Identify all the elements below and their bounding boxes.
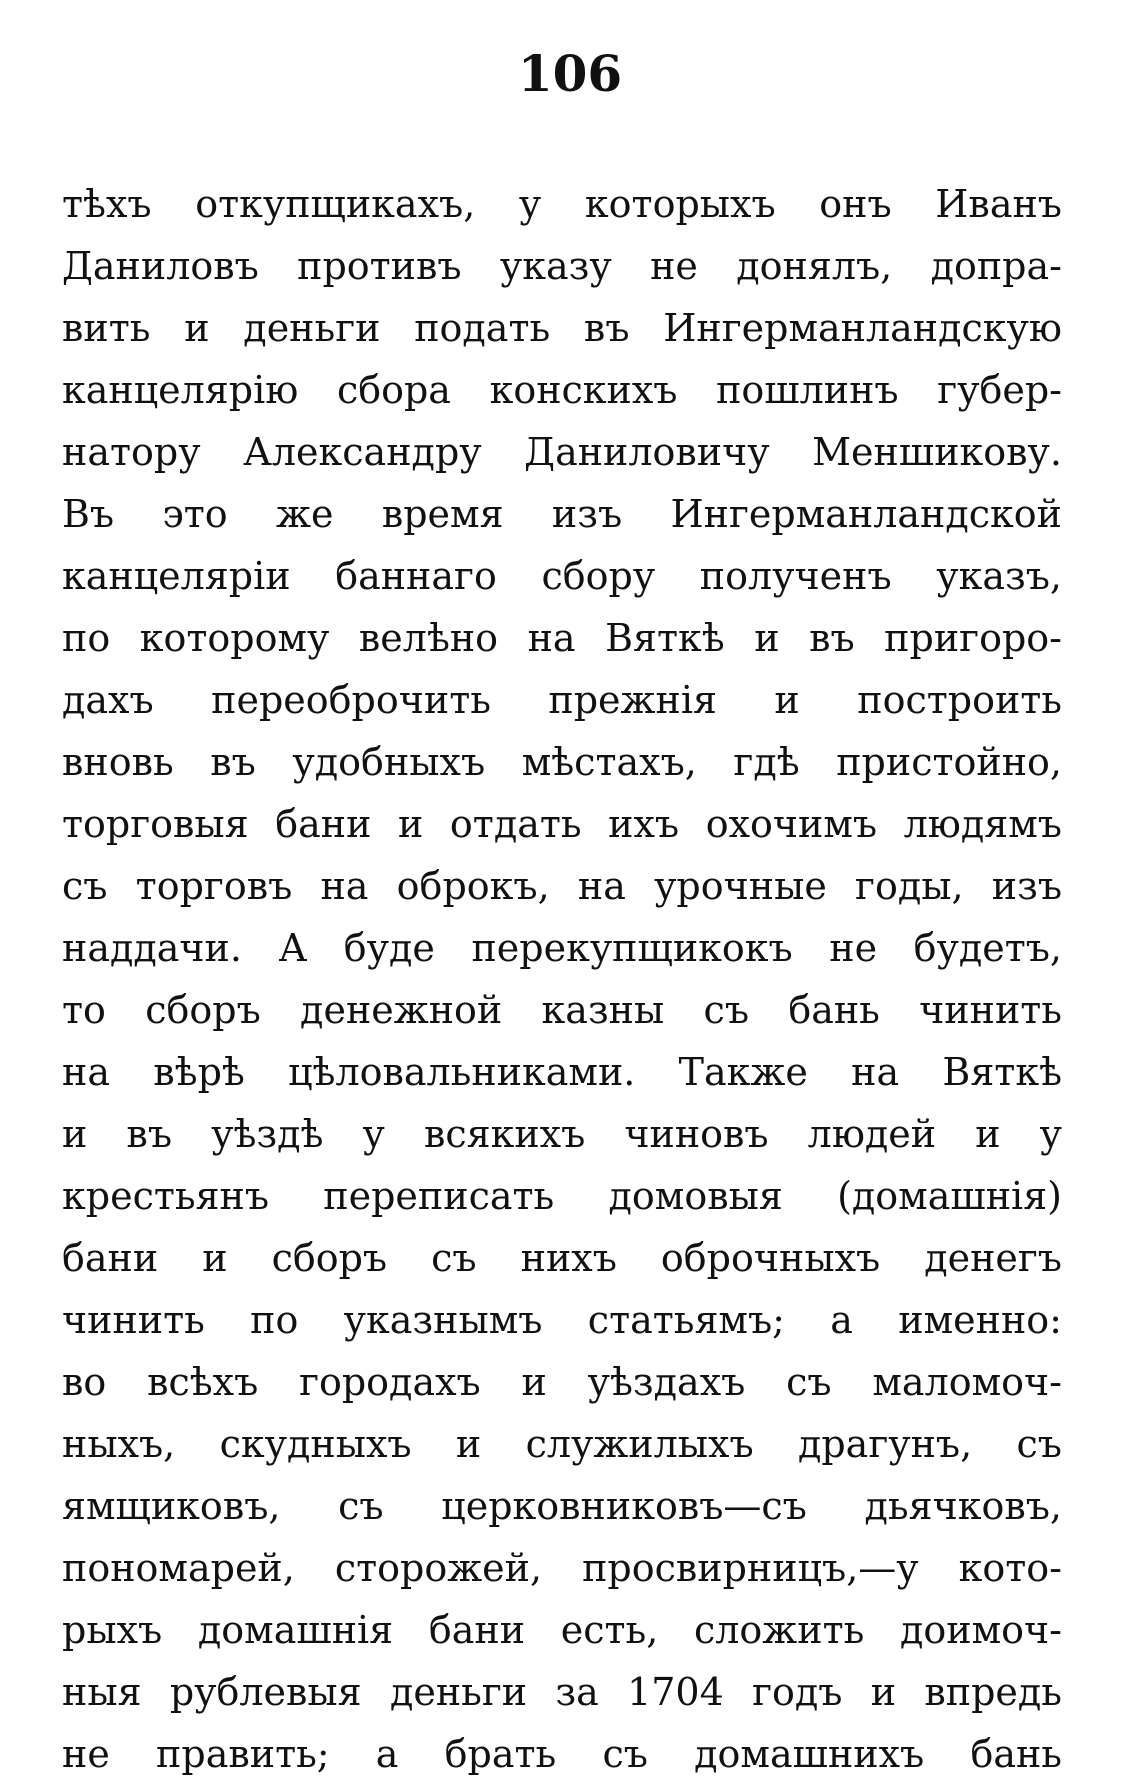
text-line: канцелярію сбора конскихъ пошлинъ губер- — [62, 368, 1062, 412]
text-line: натору Александру Даниловичу Меншикову. — [62, 430, 1062, 474]
text-line: канцеляріи баннаго сбору полученъ указъ, — [62, 554, 1062, 598]
text-line: крестьянъ переписать домовыя (домашнія) — [62, 1174, 1062, 1218]
text-line: на вѣрѣ цѣловальниками. Также на Вяткѣ — [62, 1050, 1062, 1094]
text-line: то сборъ денежной казны съ бань чинить — [62, 988, 1062, 1032]
text-line: во всѣхъ городахъ и уѣздахъ съ маломоч- — [62, 1360, 1062, 1404]
text-line: чинить по указнымъ статьямъ; а именно: — [62, 1298, 1062, 1342]
text-line: Въ это же время изъ Ингерманландской — [62, 492, 1062, 536]
text-line: и въ уѣздѣ у всякихъ чиновъ людей и у — [62, 1112, 1062, 1156]
text-line: дахъ переоброчить прежнія и построить — [62, 678, 1062, 722]
body-text — [62, 173, 1062, 1785]
text-line: рыхъ домашнія бани есть, сложить доимоч- — [62, 1608, 1062, 1652]
text-line: тѣхъ откупщикахъ, у которыхъ онъ Иванъ — [62, 182, 1062, 226]
text-line: бани и сборъ съ нихъ оброчныхъ денегъ — [62, 1236, 1062, 1280]
text-line: вить и деньги подать въ Ингерманландскую — [62, 306, 1062, 350]
text-line: Даниловъ противъ указу не донялъ, допра- — [62, 244, 1062, 288]
page-number: 106 — [517, 44, 623, 103]
text-line: ямщиковъ, съ церковниковъ—съ дьячковъ, — [62, 1484, 1062, 1528]
text-line: торговыя бани и отдать ихъ охочимъ людямъ — [62, 802, 1062, 846]
text-line: по которому велѣно на Вяткѣ и въ пригоро- — [62, 616, 1062, 660]
text-line: съ торговъ на оброкъ, на урочные годы, изъ — [62, 864, 1062, 908]
text-line: наддачи. А буде перекупщикокъ не будетъ, — [62, 926, 1062, 970]
text-line: ныя рублевыя деньги за 1704 годъ и впредь — [62, 1670, 1062, 1714]
text-line: не править; а брать съ домашнихъ бань — [62, 1732, 1062, 1776]
text-line: ныхъ, скудныхъ и служилыхъ драгунъ, съ — [62, 1422, 1062, 1466]
text-line: вновь въ удобныхъ мѣстахъ, гдѣ пристойно, — [62, 740, 1062, 784]
text-line: пономарей, сторожей, просвирницъ,—у кото- — [62, 1546, 1062, 1590]
